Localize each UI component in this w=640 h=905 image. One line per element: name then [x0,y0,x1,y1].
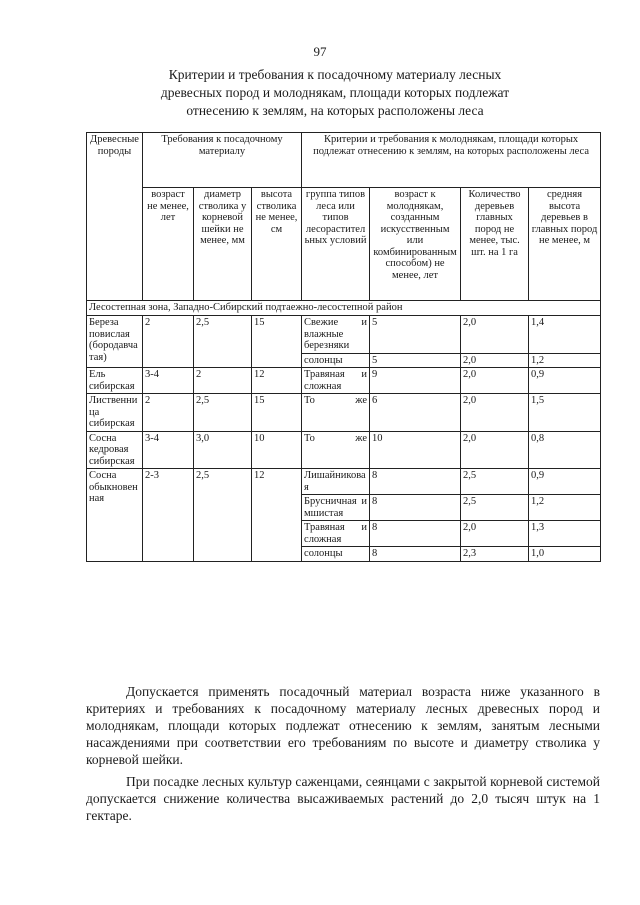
paragraph-seedling-count: При посадке лесных культур саженцами, сеянцами с закрытой корневой системой допускается снижение количества высаживаемых растений до 2,0 тысяч штук на 1 гектаре. [86,774,600,823]
young-age-cell: 6 [370,394,461,432]
average-height-cell: 0,9 [529,368,601,394]
paragraph-planting-age: Допускается применять посадочный материал возраста ниже указанного в критериях и требованиях к посадочному материалу лесных древесных пород и молоднякам, площади которых подлежат отнесению к землям, занятым лесными насаждениями при соответствии его требованиям по высоте и диаметру стволика у корневой шейки. [86,684,600,767]
header-age: возраст не менее, лет [143,188,194,301]
height-cell: 15 [252,316,302,368]
average-height-cell: 0,8 [529,431,601,469]
diameter-cell: 2 [194,368,252,394]
forest-type-cell: Травяная и сложная [302,368,370,394]
young-age-cell: 5 [370,316,461,354]
forest-type-cell: Свежие и влажные березняки [302,316,370,354]
average-height-cell: 1,3 [529,521,601,547]
diameter-cell: 2,5 [194,394,252,432]
young-age-cell: 8 [370,547,461,562]
young-age-cell: 10 [370,431,461,469]
forest-type-cell: солонцы [302,353,370,368]
tree-count-cell: 2,0 [461,394,529,432]
average-height-cell: 0,9 [529,469,601,495]
planting-age-cell: 2 [143,316,194,368]
height-cell: 15 [252,394,302,432]
document-title [100,66,570,120]
forest-type-cell: солонцы [302,547,370,562]
young-age-cell: 5 [370,353,461,368]
species-cell: Сосна кедровая сибирская [87,431,143,469]
table-row [87,469,601,495]
planting-age-cell: 3-4 [143,431,194,469]
tree-count-cell: 2,5 [461,495,529,521]
header-tree-count: Количество деревьев главных пород не менее, тыс. шт. на 1 га [461,188,529,301]
forest-type-cell: То же [302,431,370,469]
header-young-stands: Критерии и требования к молоднякам, площади которых подлежат отнесению к землям, на которых расположены леса [302,133,601,188]
forest-type-cell: То же [302,394,370,432]
header-average-height: средняя высота деревьев в главных пород не менее, м [529,188,601,301]
young-age-cell: 9 [370,368,461,394]
forest-type-cell: Брусничная и мшистая [302,495,370,521]
header-diameter: диаметр стволика у корневой шейки не менее, мм [194,188,252,301]
criteria-table [86,132,601,562]
average-height-cell: 1,4 [529,316,601,354]
title-line: древесных пород и молоднякам, площади которых подлежат [160,85,510,100]
page-number: 97 [313,44,327,59]
header-young-age: возраст к молоднякам, созданным искусственным или комбинированным способом) не менее, лет [370,188,461,301]
title-line: отнесению к землям, на которых расположены леса [186,103,484,118]
young-age-cell: 8 [370,469,461,495]
young-age-cell: 8 [370,495,461,521]
table-row [87,368,601,394]
height-cell: 12 [252,368,302,394]
species-cell: Лиственница сибирская [87,394,143,432]
title-line: Критерии и требования к посадочному материалу лесных [168,67,502,82]
diameter-cell: 2,5 [194,469,252,562]
average-height-cell: 1,5 [529,394,601,432]
diameter-cell: 3,0 [194,431,252,469]
young-age-cell: 8 [370,521,461,547]
header-height: высота стволика не менее, см [252,188,302,301]
tree-count-cell: 2,5 [461,469,529,495]
tree-count-cell: 2,0 [461,316,529,354]
average-height-cell: 1,2 [529,495,601,521]
planting-age-cell: 3-4 [143,368,194,394]
species-cell: Береза повислая (бородавчатая) [87,316,143,368]
tree-count-cell: 2,0 [461,368,529,394]
tree-count-cell: 2,0 [461,353,529,368]
planting-age-cell: 2-3 [143,469,194,562]
species-cell: Сосна обыкновенная [87,469,143,562]
forest-type-cell: Лишайниковая [302,469,370,495]
table-row [87,394,601,432]
zone-label: Лесостепная зона, Западно-Сибирский подтаежно-лесостепной район [87,301,601,316]
tree-count-cell: 2,0 [461,521,529,547]
species-cell: Ель сибирская [87,368,143,394]
header-forest-type: группа типов леса или типов лесорастительных условий [302,188,370,301]
tree-count-cell: 2,0 [461,431,529,469]
header-species: Древесные породы [87,133,143,301]
table-row [87,316,601,354]
height-cell: 12 [252,469,302,562]
average-height-cell: 1,0 [529,547,601,562]
height-cell: 10 [252,431,302,469]
tree-count-cell: 2,3 [461,547,529,562]
diameter-cell: 2,5 [194,316,252,368]
header-planting-material: Требования к посадочному материалу [143,133,302,188]
table-row [87,431,601,469]
planting-age-cell: 2 [143,394,194,432]
average-height-cell: 1,2 [529,353,601,368]
forest-type-cell: Травяная и сложная [302,521,370,547]
